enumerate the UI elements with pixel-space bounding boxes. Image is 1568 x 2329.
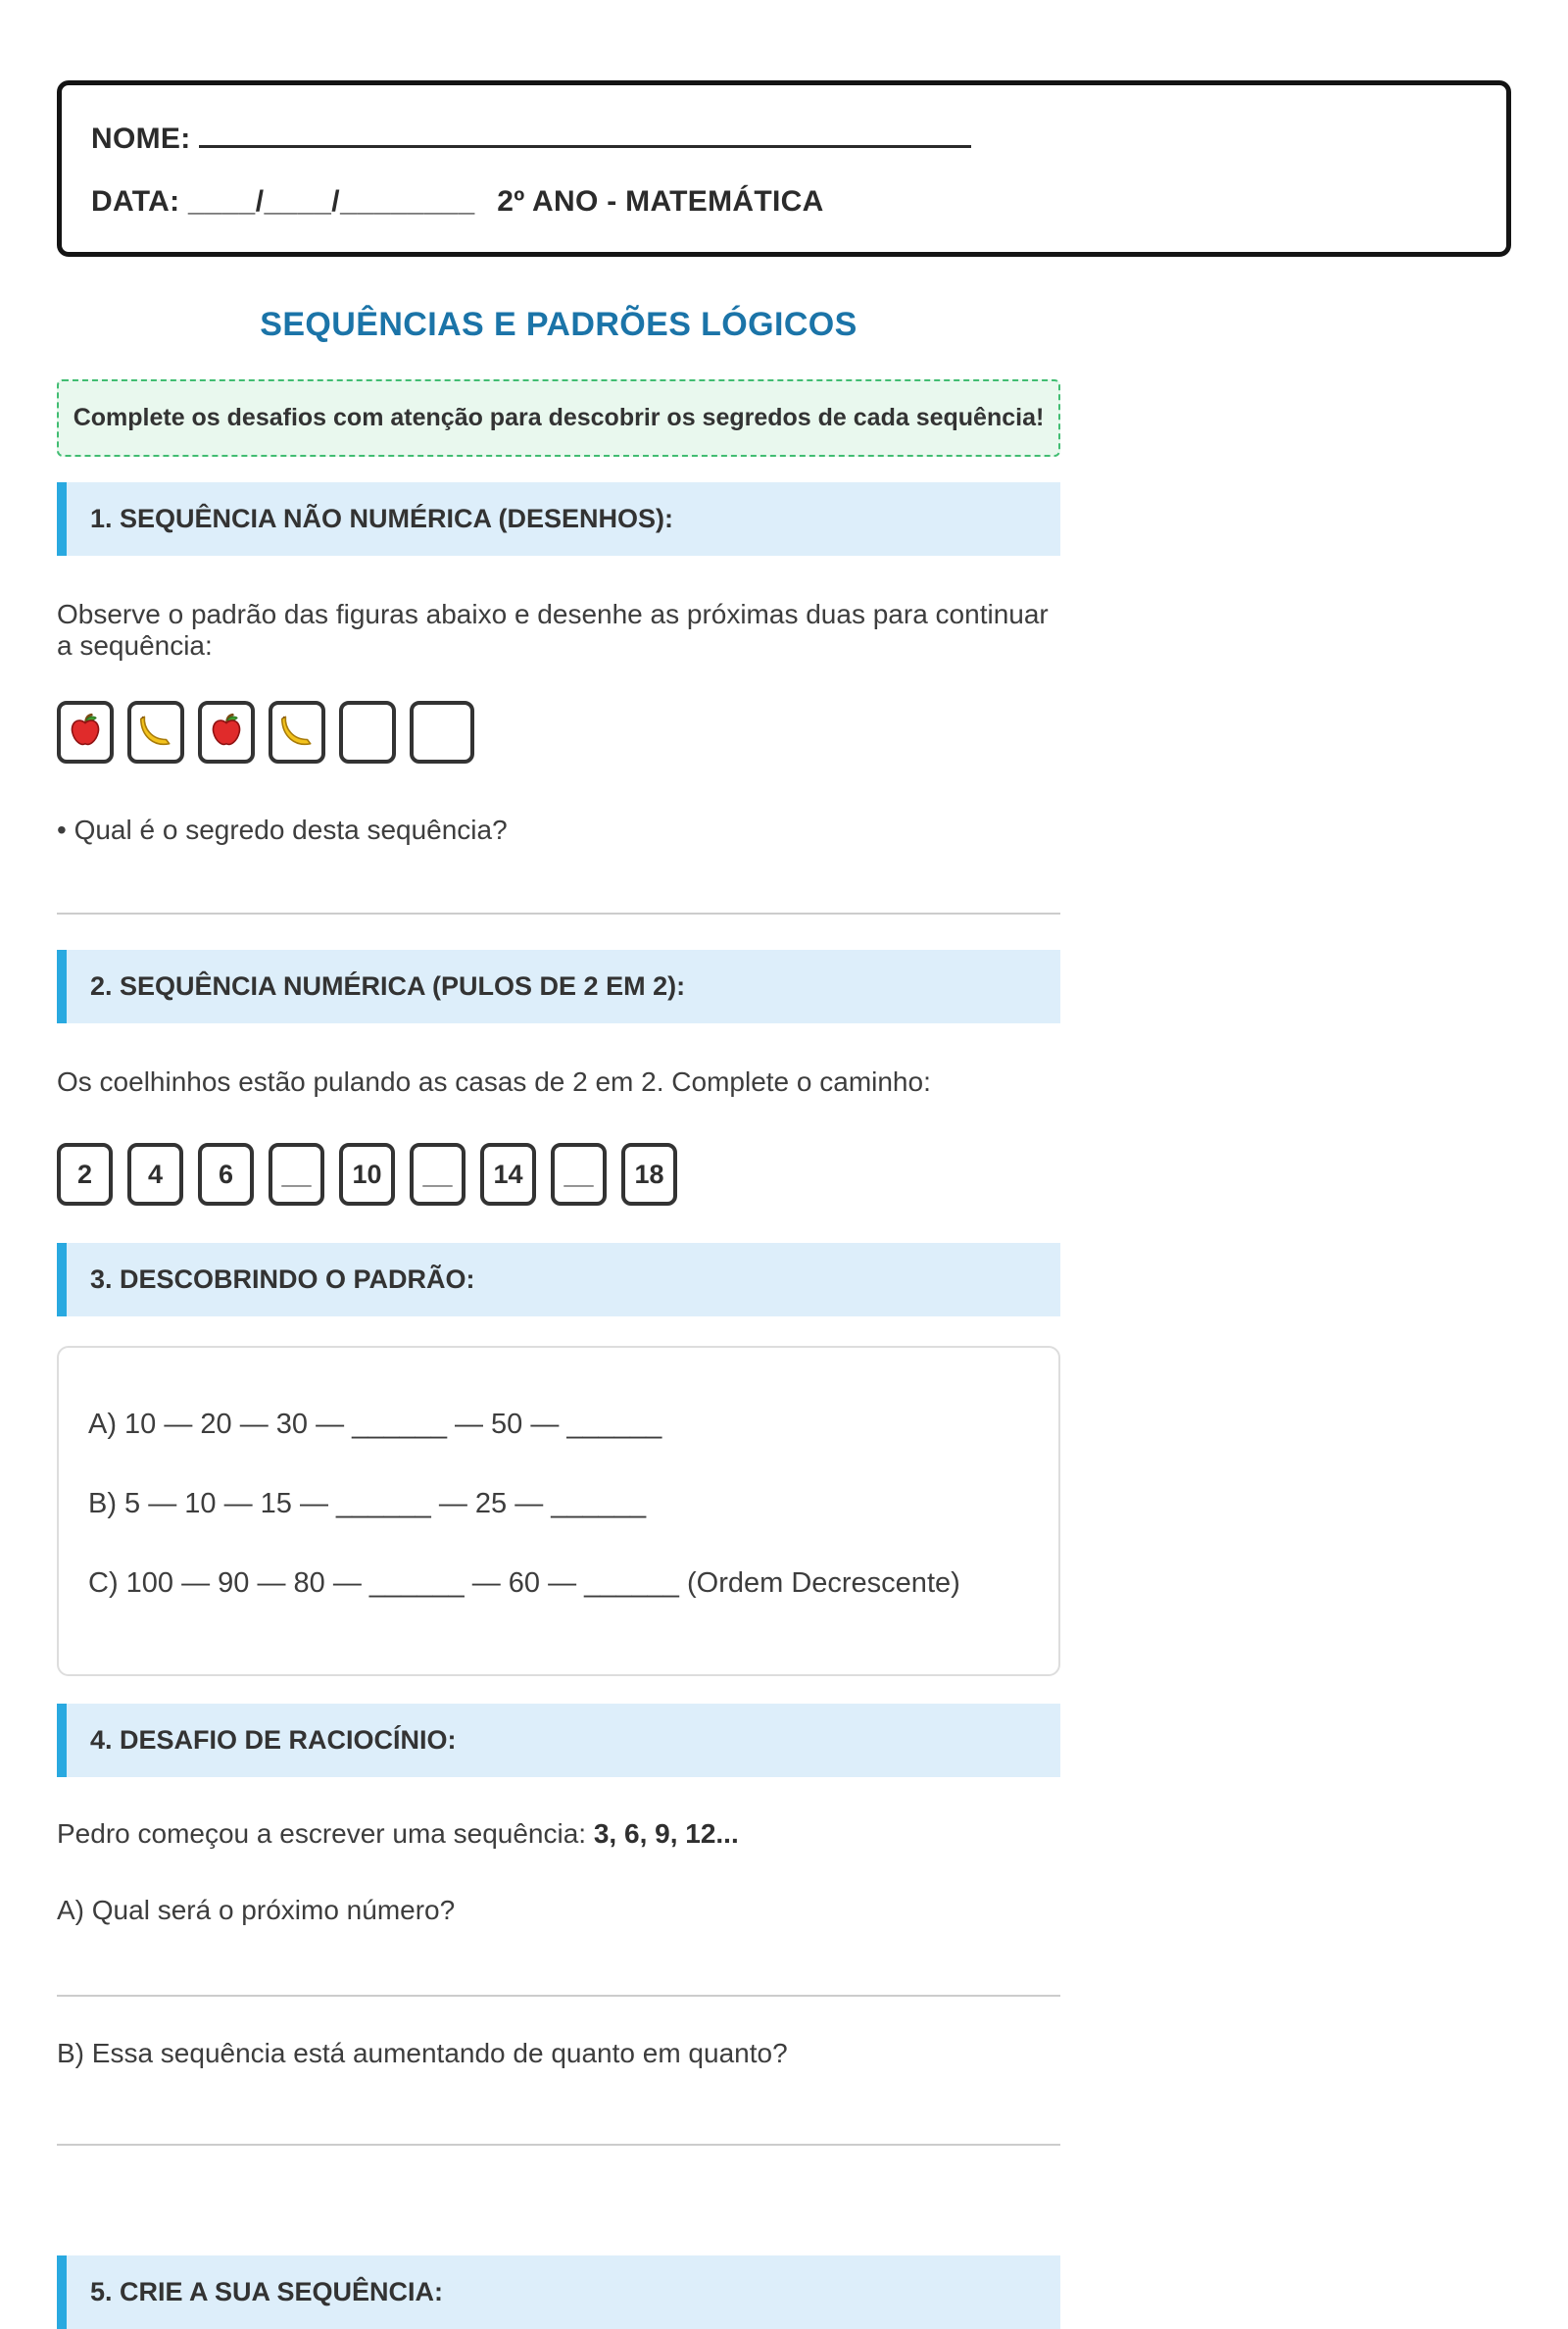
date-row: [91, 185, 1477, 219]
section-1-heading: 1. SEQUÊNCIA NÃO NUMÉRICA (DESENHOS):: [57, 482, 1060, 556]
divider: [57, 1995, 1060, 1997]
worksheet-header: [57, 80, 1511, 257]
pattern-exercises-box: [57, 1346, 1060, 1676]
section-4-sequence: 3, 6, 9, 12...: [593, 1818, 739, 1849]
divider: [57, 913, 1060, 915]
banana-icon: [278, 712, 316, 754]
section-2-heading: 2. SEQUÊNCIA NUMÉRICA (PULOS DE 2 EM 2):: [57, 950, 1060, 1023]
course-label: 2º ANO - MATEMÁTICA: [497, 185, 824, 218]
date-blank-line: ____/____/________: [188, 185, 475, 218]
section-4-prompt: [57, 1818, 1060, 1850]
pattern-cell-empty-2: [410, 701, 474, 764]
apple-icon: [67, 712, 104, 754]
pattern-line-a: A) 10 — 20 — 30 — ______ — 50 — ______: [88, 1409, 662, 1440]
number-cell: 18: [621, 1143, 677, 1206]
number-cell-blank: __: [269, 1143, 324, 1206]
pattern-line-c: C) 100 — 90 — 80 — ______ — 60 — ______ (Ordem Decrescente): [88, 1567, 960, 1599]
section-4-question-a: A) Qual será o próximo número?: [57, 1895, 456, 1925]
number-cell: 14: [480, 1143, 536, 1206]
number-cell: 6: [198, 1143, 254, 1206]
pattern-cell-1: [57, 701, 114, 764]
section-3-heading: 3. DESCOBRINDO O PADRÃO:: [57, 1243, 1060, 1316]
name-row: [91, 123, 1477, 156]
pattern-cell-3: [198, 701, 255, 764]
section-4-question-b: B) Essa sequência está aumentando de quanto em quanto?: [57, 2038, 788, 2068]
page-title: SEQUÊNCIAS E PADRÕES LÓGICOS: [260, 306, 858, 343]
number-cell: 10: [339, 1143, 395, 1206]
section-2-prompt: Os coelhinhos estão pulando as casas de 2 em 2. Complete o caminho:: [57, 1066, 931, 1097]
number-cell: 4: [127, 1143, 183, 1206]
section-1-prompt: Observe o padrão das figuras abaixo e desenhe as próximas duas para continuar a sequência:: [57, 599, 1049, 661]
pattern-line-b: B) 5 — 10 — 15 — ______ — 25 — ______: [88, 1488, 647, 1519]
section-5-heading: 5. CRIE A SUA SEQUÊNCIA:: [57, 2255, 1060, 2329]
worksheet-page: [0, 80, 1568, 2306]
name-label: NOME:: [91, 123, 191, 155]
number-cell-blank: __: [551, 1143, 607, 1206]
apple-icon: [208, 712, 245, 754]
pattern-cell-4: [269, 701, 325, 764]
pattern-cell-2: [127, 701, 184, 764]
section-4-prompt-text: Pedro começou a escrever uma sequência:: [57, 1818, 594, 1849]
picture-sequence-row: [57, 701, 1060, 764]
number-cell: 2: [57, 1143, 113, 1206]
instruction-banner: Complete os desafios com atenção para descobrir os segredos de cada sequência!: [57, 379, 1060, 457]
pattern-cell-empty-1: [339, 701, 396, 764]
number-cell-blank: __: [410, 1143, 466, 1206]
divider: [57, 2144, 1060, 2146]
date-label: DATA:: [91, 185, 180, 218]
section-4-heading: 4. DESAFIO DE RACIOCÍNIO:: [57, 1704, 1060, 1777]
banana-icon: [137, 712, 174, 754]
name-blank-line: [199, 124, 971, 148]
section-1-question: • Qual é o segredo desta sequência?: [57, 815, 508, 845]
number-sequence-row: [57, 1143, 1060, 1206]
worksheet-content: [57, 306, 1060, 2329]
